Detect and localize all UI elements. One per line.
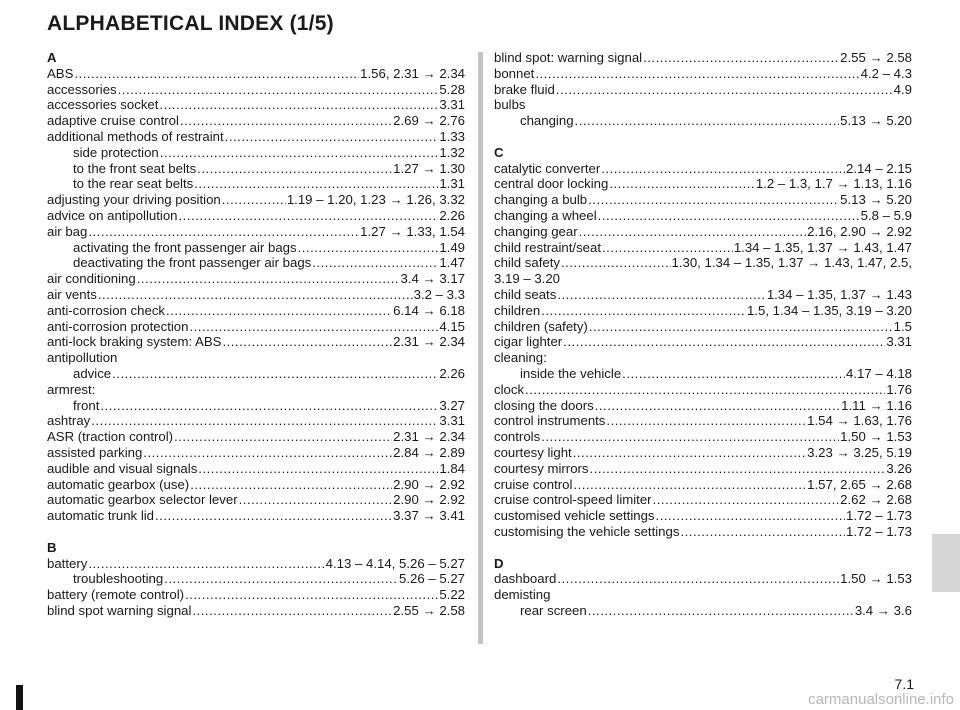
index-entry: [494, 161, 912, 177]
index-term: anti-corrosion protection: [47, 318, 189, 334]
index-entry: [494, 382, 912, 398]
dot-leader: [595, 398, 840, 414]
index-term: inside the vehicle: [520, 365, 622, 381]
section-tab-marker: [932, 534, 960, 592]
page-reference: 3.4 → 3.17: [400, 271, 465, 287]
index-term: changing gear: [494, 223, 578, 239]
index-term: customising the vehicle settings: [494, 523, 680, 539]
index-term: cigar lighter: [494, 334, 563, 350]
index-entry: [494, 240, 912, 256]
index-term: audible and visual signals: [47, 460, 198, 476]
section-spacer: [47, 524, 465, 540]
index-term: air bag: [47, 223, 88, 239]
index-term: accessories socket: [47, 97, 159, 113]
index-term: to the front seat belts: [73, 160, 197, 176]
dot-leader: [590, 461, 886, 477]
dot-leader: [222, 334, 392, 350]
index-term: rear screen: [520, 602, 587, 618]
index-entry: [494, 508, 912, 524]
index-entry: [47, 587, 465, 603]
index-term: air conditioning: [47, 271, 136, 287]
index-term: closing the doors: [494, 397, 594, 413]
index-term: advice on antipollution: [47, 207, 178, 223]
dot-leader: [563, 334, 885, 350]
page-number: 7.1: [894, 676, 914, 692]
page-reference: 4.9: [893, 81, 912, 97]
index-subentry: [47, 255, 465, 271]
dot-leader: [174, 429, 392, 445]
index-term: changing: [520, 113, 574, 129]
page-reference: 1.50 → 1.53: [840, 429, 912, 445]
index-subentry: [494, 603, 912, 619]
index-entry: [47, 445, 465, 461]
dot-leader: [602, 240, 733, 256]
dot-leader: [622, 366, 845, 382]
index-entry: [494, 429, 912, 445]
dot-leader: [579, 224, 807, 240]
index-term: blind spot: warning signal: [494, 50, 643, 65]
index-term: brake fluid: [494, 81, 555, 97]
index-entry: [494, 303, 912, 319]
dot-leader: [239, 492, 393, 508]
page-reference: 1.5: [893, 318, 912, 334]
index-term: customised vehicle settings: [494, 508, 655, 524]
index-entry: [47, 303, 465, 319]
watermark-text: carmanualsonline.info: [808, 691, 954, 708]
index-entry: [47, 82, 465, 98]
dot-leader: [88, 556, 324, 572]
dot-leader: [88, 224, 359, 240]
index-term: ashtray: [47, 413, 91, 429]
index-subentry: [494, 113, 912, 129]
index-term: catalytic converter: [494, 160, 601, 176]
index-entry: [47, 508, 465, 524]
page-reference: 1.27 → 1.30: [393, 160, 465, 176]
index-term: automatic trunk lid: [47, 508, 155, 524]
page-reference: 2.31 → 2.34: [393, 334, 465, 350]
index-term: child restraint/seat: [494, 239, 602, 255]
index-term: activating the front passenger air bags: [73, 239, 297, 255]
section-spacer: [494, 129, 912, 145]
index-term: changing a bulb: [494, 192, 588, 208]
index-term: blind spot warning signal: [47, 602, 192, 618]
dot-leader: [535, 66, 859, 82]
dot-leader: [541, 429, 839, 445]
dot-leader: [573, 445, 806, 461]
index-column-left: [47, 50, 465, 619]
index-entry: [47, 224, 465, 240]
index-entry: [494, 571, 912, 587]
index-term: cruise control-speed limiter: [494, 492, 652, 508]
page-reference: 1.19 – 1.20, 1.23 → 1.26, 3.32: [286, 192, 465, 208]
dot-leader: [656, 508, 845, 524]
index-entry: [47, 208, 465, 224]
dot-leader: [137, 271, 400, 287]
page-reference: 1.50 → 1.53: [840, 571, 912, 587]
page-reference: 5.13 → 5.20: [840, 192, 912, 208]
index-term: air vents: [47, 286, 97, 302]
page-reference: 5.8 – 5.9: [860, 207, 912, 223]
index-term: cruise control: [494, 476, 573, 492]
dot-leader: [74, 66, 359, 82]
dot-leader: [100, 398, 438, 414]
page-reference: 1.49: [439, 239, 465, 255]
page-reference: 1.84: [439, 460, 465, 476]
dot-leader: [98, 287, 413, 303]
index-term: additional methods of restraint: [47, 128, 224, 144]
dot-leader: [222, 192, 286, 208]
index-subentry: [47, 398, 465, 414]
dot-leader: [179, 208, 439, 224]
page-reference: 4.2 – 4.3: [860, 65, 912, 81]
dot-leader: [598, 208, 860, 224]
index-column-right: [494, 50, 912, 619]
index-entry: [494, 50, 912, 66]
page-reference: 1.11 → 1.16: [841, 397, 912, 413]
index-term: bonnet: [494, 65, 535, 81]
dot-leader: [298, 240, 439, 256]
index-entry: [47, 319, 465, 335]
index-term: advice: [73, 365, 112, 381]
index-section-letter: C: [494, 144, 504, 160]
page-reference: 5.26 – 5.27: [399, 571, 465, 587]
page-reference: 1.72 – 1.73: [846, 523, 912, 539]
page-reference: 3.23 → 3.25, 5.19: [807, 444, 912, 460]
index-entry: [494, 192, 912, 208]
index-entry: [47, 429, 465, 445]
index-heading-entry: armrest:: [47, 381, 96, 397]
dot-leader: [159, 97, 438, 113]
index-term: anti-corrosion check: [47, 302, 166, 318]
dot-leader: [525, 382, 885, 398]
index-term: troubleshooting: [73, 571, 164, 587]
page-reference: 4.13 – 4.14, 5.26 – 5.27: [325, 555, 465, 571]
page-reference: 1.27 → 1.33, 1.54: [360, 223, 465, 239]
dot-leader: [180, 113, 392, 129]
page-reference: 1.5, 1.34 – 1.35, 3.19 – 3.20: [747, 302, 912, 318]
dot-leader: [160, 145, 439, 161]
page-reference: 2.14 – 2.15: [846, 160, 912, 176]
page-reference: 1.30, 1.34 – 1.35, 1.37 → 1.43, 1.47, 2.5,: [671, 255, 912, 271]
dot-leader: [312, 255, 438, 271]
page-reference: 4.15: [439, 318, 465, 334]
dot-leader: [118, 82, 439, 98]
index-subentry: [47, 571, 465, 587]
index-entry: [47, 287, 465, 303]
index-entry: [47, 334, 465, 350]
dot-leader: [194, 176, 438, 192]
dot-leader: [575, 113, 840, 129]
index-term: central door locking: [494, 176, 609, 192]
index-entry: [47, 192, 465, 208]
index-term: accessories: [47, 81, 117, 97]
page-reference: 6.14 → 6.18: [393, 302, 465, 318]
page-reference: 2.55 → 2.58: [840, 50, 912, 65]
section-spacer: [494, 540, 912, 556]
index-entry: [47, 271, 465, 287]
dot-leader: [197, 161, 392, 177]
page-reference: 5.28: [439, 81, 465, 97]
page-reference: 3.31: [439, 413, 465, 429]
index-term: ASR (traction control): [47, 429, 174, 445]
dot-leader: [557, 571, 839, 587]
page-reference: 2.55 → 2.58: [393, 602, 465, 618]
index-term: child seats: [494, 286, 557, 302]
index-entry: [47, 66, 465, 82]
index-term: children (safety): [494, 318, 588, 334]
index-term: front: [73, 397, 100, 413]
index-entry: [494, 334, 912, 350]
page-reference: 5.13 → 5.20: [840, 113, 912, 129]
index-entry: [494, 398, 912, 414]
index-entry: [494, 461, 912, 477]
index-term: automatic gearbox selector lever: [47, 492, 238, 508]
index-subentry: [47, 161, 465, 177]
index-entry: [494, 176, 912, 192]
index-term: side protection: [73, 144, 159, 160]
dot-leader: [155, 508, 392, 524]
index-entry: [494, 82, 912, 98]
dot-leader: [588, 603, 854, 619]
index-entry: [47, 113, 465, 129]
dot-leader: [573, 477, 806, 493]
index-subentry: [47, 176, 465, 192]
page-reference: 1.33: [439, 128, 465, 144]
index-heading-entry: bulbs: [494, 97, 526, 113]
page-reference: 3.31: [439, 97, 465, 113]
page-reference: 1.2 – 1.3, 1.7 → 1.13, 1.16: [755, 176, 912, 192]
index-section-letter: B: [47, 539, 57, 555]
index-term: automatic gearbox (use): [47, 476, 190, 492]
index-entry: [47, 556, 465, 572]
index-entry: [47, 461, 465, 477]
page-reference: 3.4 → 3.6: [854, 602, 912, 618]
page-reference: 2.26: [439, 207, 465, 223]
index-entry: [494, 413, 912, 429]
index-term: control instruments: [494, 413, 606, 429]
page-reference: 1.54 → 1.63, 1.76: [807, 413, 912, 429]
index-term: to the rear seat belts: [73, 176, 194, 192]
index-entry: [494, 255, 912, 271]
crop-mark: [16, 685, 23, 710]
dot-leader: [189, 319, 438, 335]
page-reference: 2.84 → 2.89: [393, 444, 465, 460]
index-term: controls: [494, 429, 541, 445]
index-entry: [494, 224, 912, 240]
index-entry: [47, 129, 465, 145]
index-heading-entry: 3.19 – 3.20: [494, 271, 560, 287]
index-entry: [494, 445, 912, 461]
dot-leader: [112, 366, 438, 382]
dot-leader: [588, 192, 839, 208]
dot-leader: [561, 255, 671, 271]
page-reference: 2.16, 2.90 → 2.92: [807, 223, 912, 239]
dot-leader: [556, 82, 893, 98]
page-reference: 1.34 – 1.35, 1.37 → 1.43, 1.47: [733, 239, 912, 255]
page-reference: 1.76: [886, 381, 912, 397]
page-reference: 3.26: [886, 460, 912, 476]
page-reference: 1.34 – 1.35, 1.37 → 1.43: [766, 286, 912, 302]
index-entry: [47, 97, 465, 113]
dot-leader: [143, 445, 392, 461]
index-term: children: [494, 302, 541, 318]
index-entry: [494, 319, 912, 335]
page-reference: 2.31 → 2.34: [393, 429, 465, 445]
index-subentry: [47, 145, 465, 161]
page-reference: 3.2 – 3.3: [413, 286, 465, 302]
index-entry: [494, 66, 912, 82]
index-term: courtesy mirrors: [494, 460, 589, 476]
index-entry: [494, 492, 912, 508]
dot-leader: [164, 571, 398, 587]
index-heading-entry: demisting: [494, 587, 551, 603]
index-term: anti-lock braking system: ABS: [47, 334, 222, 350]
page-reference: 1.57, 2.65 → 2.68: [807, 476, 912, 492]
page-reference: 1.47: [439, 255, 465, 271]
dot-leader: [185, 587, 438, 603]
index-entry: [47, 603, 465, 619]
dot-leader: [198, 461, 438, 477]
index-entry: [494, 208, 912, 224]
index-entry: [494, 477, 912, 493]
index-term: child safety: [494, 255, 560, 271]
dot-leader: [589, 319, 893, 335]
index-section-letter: A: [47, 50, 57, 65]
page-reference: 2.26: [439, 365, 465, 381]
index-term: clock: [494, 381, 525, 397]
index-term: battery: [47, 555, 88, 571]
index-term: adaptive cruise control: [47, 113, 179, 129]
index-subentry: [47, 240, 465, 256]
page-reference: 3.31: [886, 334, 912, 350]
index-term: dashboard: [494, 571, 557, 587]
page-reference: 2.62 → 2.68: [840, 492, 912, 508]
index-term: changing a wheel: [494, 207, 597, 223]
page-reference: 1.31: [439, 176, 465, 192]
index-entry: [47, 413, 465, 429]
dot-leader: [557, 287, 766, 303]
page-reference: 1.72 – 1.73: [846, 508, 912, 524]
index-entry: [47, 492, 465, 508]
dot-leader: [225, 129, 439, 145]
page-reference: 1.56, 2.31 → 2.34: [360, 65, 465, 81]
page-title: ALPHABETICAL INDEX (1/5): [47, 12, 334, 35]
page-reference: 2.90 → 2.92: [393, 492, 465, 508]
dot-leader: [190, 477, 392, 493]
page-reference: 4.17 – 4.18: [846, 365, 912, 381]
index-term: battery (remote control): [47, 587, 185, 603]
page-reference: 2.90 → 2.92: [393, 476, 465, 492]
index-entry: [47, 477, 465, 493]
index-term: ABS: [47, 65, 74, 81]
dot-leader: [541, 303, 746, 319]
page-reference: 1.32: [439, 144, 465, 160]
index-term: assisted parking: [47, 444, 143, 460]
index-entry: [494, 524, 912, 540]
dot-leader: [192, 603, 392, 619]
index-heading-entry: antipollution: [47, 350, 118, 366]
dot-leader: [680, 524, 845, 540]
index-term: courtesy light: [494, 444, 572, 460]
dot-leader: [601, 161, 845, 177]
dot-leader: [606, 413, 806, 429]
page-reference: 5.22: [439, 587, 465, 603]
dot-leader: [609, 176, 754, 192]
dot-leader: [166, 303, 392, 319]
index-heading-entry: cleaning:: [494, 350, 547, 366]
page-reference: 3.27: [439, 397, 465, 413]
index-term: adjusting your driving position: [47, 192, 221, 208]
dot-leader: [653, 492, 840, 508]
page-reference: 2.69 → 2.76: [393, 113, 465, 129]
index-entry: [494, 287, 912, 303]
column-divider: [478, 52, 483, 644]
index-term: deactivating the front passenger air bags: [73, 255, 312, 271]
dot-leader: [643, 50, 839, 66]
index-subentry: [494, 366, 912, 382]
page-reference: 3.37 → 3.41: [393, 508, 465, 524]
index-section-letter: D: [494, 555, 504, 571]
dot-leader: [91, 413, 438, 429]
index-subentry: [47, 366, 465, 382]
